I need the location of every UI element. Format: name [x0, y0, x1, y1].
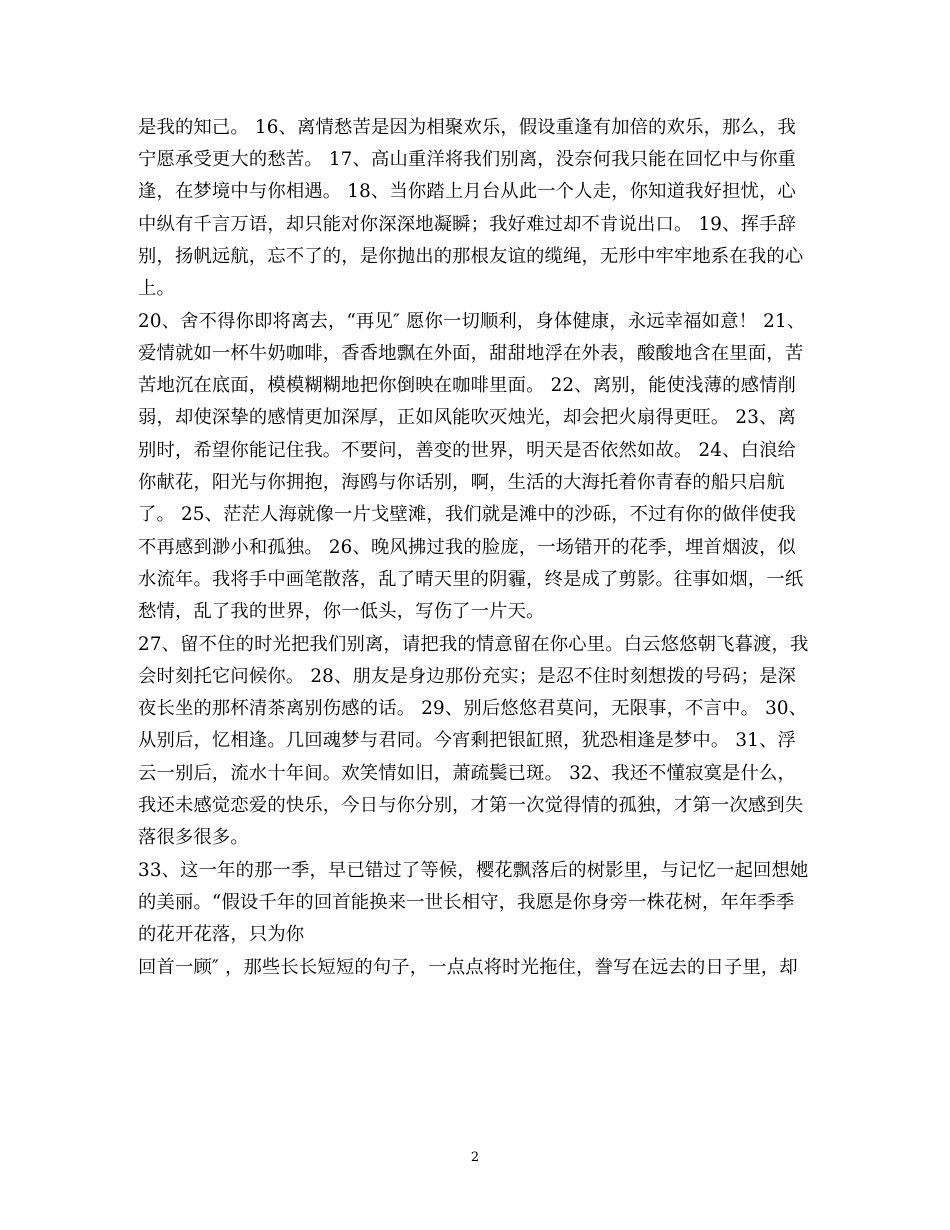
text-line: 弱，却使深挚的感情更加深厚，正如风能吹灭烛光，却会把火扇得更旺。 23、离 — [138, 407, 797, 428]
text-line: 爱情就如一杯牛奶咖啡，香香地飘在外面，甜甜地浮在外表，酸酸地含在里面，苦 — [138, 343, 804, 364]
text-line: 宁愿承受更大的愁苦。 17、高山重洋将我们别离，没奈何我只能在回忆中与你重 — [138, 149, 797, 170]
text-line: 中纵有千言万语，却只能对你深深地凝瞬；我好难过却不肯说出口。 19、挥手辞 — [138, 214, 797, 235]
text-line: 别时，希望你能记住我。不要问，善变的世界，明天是否依然如故。 24、白浪给 — [138, 440, 797, 461]
text-line: 回首一顾″ ，那些长长短短的句子，一点点将时光拖住，誊写在远去的日子里，却 — [138, 957, 798, 978]
text-line: 是我的知己。 16、离情愁苦是因为相聚欢乐，假设重逢有加倍的欢乐，那么，我 — [138, 117, 797, 138]
text-line: 的花开花落，只为你 — [138, 924, 305, 945]
text-line: 别，扬帆远航，忘不了的，是你抛出的那根友谊的缆绳，无形中牢牢地系在我的心 — [138, 246, 804, 267]
text-line: 落很多很多。 — [138, 827, 249, 848]
text-line: 水流年。我将手中画笔散落，乱了晴天里的阴霾，终是成了剪影。往事如烟，一纸 — [138, 569, 804, 590]
text-line: 你献花，阳光与你拥抱，海鸥与你话别，啊，生活的大海托着你青春的船只启航 — [138, 472, 785, 493]
text-line: 33、这一年的那一季，早已错过了等候，樱花飘落后的树影里，与记忆一起回想她 — [138, 860, 809, 881]
text-line: 了。 25、茫茫人海就像一片戈壁滩，我们就是滩中的沙砾，不过有你的做伴使我 — [138, 504, 797, 525]
text-line: 上。 — [138, 278, 175, 299]
text-line: 愁情，乱了我的世界，你一低头，写伤了一片天。 — [138, 601, 545, 622]
text-line: 苦地沉在底面，模模糊糊地把你倒映在咖啡里面。 22、离别，能使浅薄的感情削 — [138, 375, 797, 396]
text-line: 会时刻托它问候你。 28、朋友是身边那份充实；是忍不住时刻想拨的号码；是深 — [138, 666, 797, 687]
text-line: 不再感到渺小和孤独。 26、晚风拂过我的脸庞，一场错开的花季，埋首烟波，似 — [138, 537, 797, 558]
text-line: 云一别后，流水十年间。欢笑情如旧，萧疏鬓已斑。 32、我还不懂寂寞是什么， — [138, 763, 797, 784]
text-line: 从别后，忆相逢。几回魂梦与君同。今宵剩把银缸照，犹恐相逢是梦中。 31、浮 — [138, 730, 797, 751]
text-line: 我还未感觉恋爱的快乐，今日与你分别，才第一次觉得情的孤独，才第一次感到失 — [138, 795, 804, 816]
text-line: 的美丽。“假设千年的回首能换来一世长相守，我愿是你身旁一株花树，年年季季 — [138, 892, 795, 913]
text-line: 夜长坐的那杯清茶离别伤感的话。 29、别后悠悠君莫问，无限事，不言中。 30、 — [138, 698, 808, 719]
text-line: 27、留不住的时光把我们别离，请把我的情意留在你心里。白云悠悠朝飞暮渡，我 — [138, 634, 809, 655]
page-number: 2 — [470, 1150, 480, 1165]
text-line: 逢，在梦境中与你相遇。 18、当你踏上月台从此一个人走，你知道我好担忧，心 — [138, 181, 797, 202]
text-line: 20、舍不得你即将离去，“再见″ 愿你一切顺利，身体健康，永远幸福如意！ 21、 — [138, 311, 806, 332]
